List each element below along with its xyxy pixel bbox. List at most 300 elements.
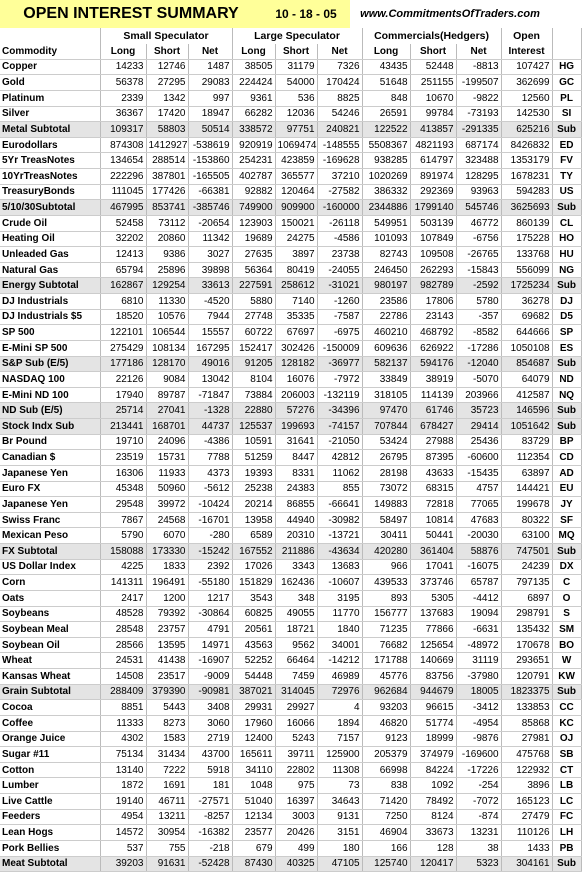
contract-code: NQ [552, 387, 581, 403]
cell-value: 120417 [410, 856, 456, 872]
cell-value: 975 [275, 778, 317, 794]
cell-value: -132119 [317, 387, 362, 403]
cell-value: 156777 [362, 606, 410, 622]
contract-code: AD [552, 465, 581, 481]
cell-value: 125537 [232, 419, 275, 435]
cell-value: 109317 [100, 122, 146, 138]
cell-value: 177186 [100, 356, 146, 372]
commodity-name: Crude Oil [0, 215, 100, 231]
cell-value: 18999 [410, 731, 456, 747]
col-large-long: Long [232, 44, 275, 59]
cell-value: 53424 [362, 434, 410, 450]
cell-value: 25896 [146, 262, 188, 278]
contract-code: CC [552, 700, 581, 716]
cell-value: 891974 [410, 169, 456, 185]
cell-value: 9084 [146, 372, 188, 388]
cell-value: 78492 [410, 794, 456, 810]
cell-value: 66282 [232, 106, 275, 122]
table-row [0, 75, 581, 91]
cell-value: 135432 [501, 622, 552, 638]
cell-value: 11330 [146, 294, 188, 310]
cell-value: 93963 [456, 184, 501, 200]
cell-value: 386332 [362, 184, 410, 200]
cell-value: 11333 [100, 715, 146, 731]
commodity-name: Live Cattle [0, 794, 100, 810]
cell-value: -4386 [188, 434, 232, 450]
cell-value: 109508 [410, 247, 456, 263]
cell-value: 224424 [232, 75, 275, 91]
cell-value: 51774 [410, 715, 456, 731]
col-comm-short: Short [410, 44, 456, 59]
cell-value: 1725234 [501, 278, 552, 294]
group-commercials: Commercials(Hedgers) [362, 28, 501, 44]
cell-value: 1894 [317, 715, 362, 731]
cell-value: 1691 [146, 778, 188, 794]
cell-value: 5323 [456, 856, 501, 872]
cell-value: 45776 [362, 669, 410, 685]
cell-value: 84224 [410, 762, 456, 778]
cell-value: 1823375 [501, 684, 552, 700]
cell-value: 251155 [410, 75, 456, 91]
subtotal-row [0, 403, 581, 419]
table-row [0, 309, 581, 325]
cell-value: 17041 [410, 559, 456, 575]
cell-value: 20426 [275, 825, 317, 841]
cell-value: -4586 [317, 231, 362, 247]
cell-value: 5918 [188, 762, 232, 778]
cell-value: 158088 [100, 544, 146, 560]
contract-code: US [552, 184, 581, 200]
col-commodity: Commodity [0, 44, 100, 59]
commodity-name: DJ Industrials [0, 294, 100, 310]
cell-value: 38 [456, 840, 501, 856]
cell-value: -17226 [456, 762, 501, 778]
cell-value: 162867 [100, 278, 146, 294]
website-link[interactable]: www.CommitmentsOfTraders.com [360, 8, 540, 20]
table-row [0, 372, 581, 388]
cell-value: 144421 [501, 481, 552, 497]
cell-value: -90981 [188, 684, 232, 700]
cell-value: 18721 [275, 622, 317, 638]
cell-value: 33613 [188, 278, 232, 294]
table-row [0, 715, 581, 731]
cell-value: 50960 [146, 481, 188, 497]
commodity-name: 5Yr TreasNotes [0, 153, 100, 169]
cell-value: 499 [275, 840, 317, 856]
cell-value: 31179 [275, 59, 317, 75]
cell-value: 5508367 [362, 137, 410, 153]
cell-value: 11062 [317, 465, 362, 481]
cell-value: 1433 [501, 840, 552, 856]
cell-value: -74157 [317, 419, 362, 435]
cell-value: 387021 [232, 684, 275, 700]
cell-value: 749900 [232, 200, 275, 216]
cell-value: 275429 [100, 340, 146, 356]
cell-value: 58876 [456, 544, 501, 560]
cell-value: 13683 [317, 559, 362, 575]
cell-value: 35723 [456, 403, 501, 419]
cell-value: 982789 [410, 278, 456, 294]
cell-value: 60825 [232, 606, 275, 622]
commodity-name: Cotton [0, 762, 100, 778]
cell-value: 199693 [275, 419, 317, 435]
cell-value: 51040 [232, 794, 275, 810]
commodity-name: DJ Industrials $5 [0, 309, 100, 325]
cell-value: -71847 [188, 387, 232, 403]
contract-code: CD [552, 450, 581, 466]
cell-value: 365577 [275, 169, 317, 185]
cell-value: 107849 [410, 231, 456, 247]
cell-value: 97751 [275, 122, 317, 138]
cell-value: 151829 [232, 575, 275, 591]
cell-value: -16701 [188, 512, 232, 528]
cell-value: -66641 [317, 497, 362, 513]
contract-code: CT [552, 762, 581, 778]
cell-value: 101093 [362, 231, 410, 247]
cell-value: 24568 [146, 512, 188, 528]
cell-value: 254231 [232, 153, 275, 169]
cell-value: 1048 [232, 778, 275, 794]
open-interest-table [0, 28, 582, 872]
cell-value: 10576 [146, 309, 188, 325]
contract-code: FC [552, 809, 581, 825]
cell-value: -1260 [317, 294, 362, 310]
cell-value: 128295 [456, 169, 501, 185]
cell-value: 8447 [275, 450, 317, 466]
table-row [0, 184, 581, 200]
cell-value: 2344886 [362, 200, 410, 216]
cell-value: -385746 [188, 200, 232, 216]
cell-value: 58803 [146, 122, 188, 138]
cell-value: 30411 [362, 528, 410, 544]
table-row [0, 169, 581, 185]
cell-value: 556099 [501, 262, 552, 278]
cell-value: -10424 [188, 497, 232, 513]
commodity-name: Soybean Oil [0, 637, 100, 653]
cell-value: -2592 [456, 278, 501, 294]
page-title: OPEN INTEREST SUMMARY [0, 0, 262, 28]
cell-value: 5790 [100, 528, 146, 544]
cell-value: -37980 [456, 669, 501, 685]
cell-value: 31434 [146, 747, 188, 763]
cell-value: 40325 [275, 856, 317, 872]
contract-code: SI [552, 106, 581, 122]
group-large-speculator: Large Speculator [232, 28, 362, 44]
cell-value: -20030 [456, 528, 501, 544]
cell-value: -150009 [317, 340, 362, 356]
contract-code: Sub [552, 544, 581, 560]
cell-value: 625216 [501, 122, 552, 138]
cell-value: 72976 [317, 684, 362, 700]
cell-value: -10607 [317, 575, 362, 591]
cell-value: 125740 [362, 856, 410, 872]
cell-value: 19393 [232, 465, 275, 481]
cell-value: -8257 [188, 809, 232, 825]
table-row [0, 778, 581, 794]
cell-value: 9131 [317, 809, 362, 825]
cell-value: 63100 [501, 528, 552, 544]
commodity-name: E-Mini ND 100 [0, 387, 100, 403]
cell-value: 15731 [146, 450, 188, 466]
cell-value: 439533 [362, 575, 410, 591]
contract-code: PL [552, 90, 581, 106]
cell-value: 27981 [501, 731, 552, 747]
cell-value: -31021 [317, 278, 362, 294]
cell-value: -1328 [188, 403, 232, 419]
cell-value: 168701 [146, 419, 188, 435]
cell-value: 140669 [410, 653, 456, 669]
contract-code: HO [552, 231, 581, 247]
cell-value: 980197 [362, 278, 410, 294]
cell-value: 52252 [232, 653, 275, 669]
cell-value: -66381 [188, 184, 232, 200]
cell-value: 11933 [146, 465, 188, 481]
cell-value: 27988 [410, 434, 456, 450]
commodity-name: Oats [0, 590, 100, 606]
commodity-name: Platinum [0, 90, 100, 106]
cell-value: 893 [362, 590, 410, 606]
cell-value: 57276 [275, 403, 317, 419]
cell-value: 122522 [362, 122, 410, 138]
cell-value: -153860 [188, 153, 232, 169]
cell-value: 4791 [188, 622, 232, 638]
cell-value: -169628 [317, 153, 362, 169]
col-code [552, 44, 581, 59]
table-row [0, 590, 581, 606]
cell-value: 413857 [410, 122, 456, 138]
cell-value: 27041 [146, 403, 188, 419]
cell-value: 43563 [232, 637, 275, 653]
contract-code: LH [552, 825, 581, 841]
table-row [0, 247, 581, 263]
cell-value: 23143 [410, 309, 456, 325]
cell-value: 134654 [100, 153, 146, 169]
column-header-row [0, 44, 581, 59]
cell-value: 32202 [100, 231, 146, 247]
cell-value: 48528 [100, 606, 146, 622]
commodity-name: Unleaded Gas [0, 247, 100, 263]
cell-value: 4821193 [410, 137, 456, 153]
cell-value: 854687 [501, 356, 552, 372]
cell-value: 609636 [362, 340, 410, 356]
cell-value: 39898 [188, 262, 232, 278]
cell-value: 146596 [501, 403, 552, 419]
cell-value: 594283 [501, 184, 552, 200]
cell-value: 1799140 [410, 200, 456, 216]
table-row [0, 669, 581, 685]
cell-value: 33849 [362, 372, 410, 388]
cell-value: 122932 [501, 762, 552, 778]
cell-value: 874308 [100, 137, 146, 153]
cell-value: 1840 [317, 622, 362, 638]
cell-value: 15557 [188, 325, 232, 341]
cell-value: -8582 [456, 325, 501, 341]
cell-value: 9386 [146, 247, 188, 263]
cell-value: 5443 [146, 700, 188, 716]
cell-value: 35335 [275, 309, 317, 325]
cell-value: 1583 [146, 731, 188, 747]
cell-value: 23577 [232, 825, 275, 841]
cell-value: 22802 [275, 762, 317, 778]
cell-value: 16306 [100, 465, 146, 481]
cell-value: 166 [362, 840, 410, 856]
cell-value: 91205 [232, 356, 275, 372]
table-row [0, 637, 581, 653]
cell-value: 13231 [456, 825, 501, 841]
table-row [0, 137, 581, 153]
table-row [0, 575, 581, 591]
cell-value: 16066 [275, 715, 317, 731]
table-row [0, 340, 581, 356]
cell-value: 14508 [100, 669, 146, 685]
cell-value: 39203 [100, 856, 146, 872]
cell-value: -291335 [456, 122, 501, 138]
cell-value: 848 [362, 90, 410, 106]
cell-value: 36278 [501, 294, 552, 310]
col-small-short: Short [146, 44, 188, 59]
cell-value: 13042 [188, 372, 232, 388]
cell-value: 50441 [410, 528, 456, 544]
cell-value: 22880 [232, 403, 275, 419]
commodity-name: 5/10/30Subtotal [0, 200, 100, 216]
cell-value: 8851 [100, 700, 146, 716]
commodity-name: Metal Subtotal [0, 122, 100, 138]
cell-value: 19094 [456, 606, 501, 622]
cell-value: 173330 [146, 544, 188, 560]
cell-value: 76682 [362, 637, 410, 653]
cell-value: 302426 [275, 340, 317, 356]
cell-value: 23586 [362, 294, 410, 310]
commodity-name: Eurodollars [0, 137, 100, 153]
cell-value: 7326 [317, 59, 362, 75]
contract-code: KW [552, 669, 581, 685]
cell-value: 12746 [146, 59, 188, 75]
cell-value: 33673 [410, 825, 456, 841]
cell-value: 292369 [410, 184, 456, 200]
cell-value: 83756 [410, 669, 456, 685]
cell-value: 348 [275, 590, 317, 606]
cell-value: 4302 [100, 731, 146, 747]
cell-value: 26795 [362, 450, 410, 466]
cell-value: -30864 [188, 606, 232, 622]
cell-value: 423859 [275, 153, 317, 169]
commodity-name: Coffee [0, 715, 100, 731]
commodity-name: Silver [0, 106, 100, 122]
cell-value: 1217 [188, 590, 232, 606]
contract-code: OJ [552, 731, 581, 747]
cell-value: 91631 [146, 856, 188, 872]
cell-value: 29931 [232, 700, 275, 716]
cell-value: 73112 [146, 215, 188, 231]
cell-value: 644666 [501, 325, 552, 341]
cell-value: 23517 [146, 669, 188, 685]
cell-value: -4412 [456, 590, 501, 606]
cell-value: 4373 [188, 465, 232, 481]
cell-value: 467995 [100, 200, 146, 216]
cell-value: 12560 [501, 90, 552, 106]
cell-value: 34001 [317, 637, 362, 653]
cell-value: 133768 [501, 247, 552, 263]
cell-value: 30954 [146, 825, 188, 841]
table-row [0, 497, 581, 513]
cell-value: -13721 [317, 528, 362, 544]
table-row [0, 700, 581, 716]
commodity-name: Natural Gas [0, 262, 100, 278]
cell-value: 20561 [232, 622, 275, 638]
cell-value: 34110 [232, 762, 275, 778]
commodity-name: Lumber [0, 778, 100, 794]
cell-value: -254 [456, 778, 501, 794]
cell-value: 165123 [501, 794, 552, 810]
cell-value: 165611 [232, 747, 275, 763]
cell-value: 3408 [188, 700, 232, 716]
cell-value: 149883 [362, 497, 410, 513]
cell-value: 1833 [146, 559, 188, 575]
cell-value: 1050108 [501, 340, 552, 356]
cell-value: -73193 [456, 106, 501, 122]
cell-value: -60600 [456, 450, 501, 466]
cell-value: 24275 [275, 231, 317, 247]
cell-value: 7867 [100, 512, 146, 528]
cell-value: 19140 [100, 794, 146, 810]
cell-value: 16076 [275, 372, 317, 388]
contract-code: SM [552, 622, 581, 638]
contract-code: S [552, 606, 581, 622]
cell-value: 46772 [456, 215, 501, 231]
commodity-name: Kansas Wheat [0, 669, 100, 685]
cell-value: -27571 [188, 794, 232, 810]
cell-value: 128 [410, 840, 456, 856]
cell-value: 152417 [232, 340, 275, 356]
cell-value: 12036 [275, 106, 317, 122]
cell-value: 170678 [501, 637, 552, 653]
cell-value: 19689 [232, 231, 275, 247]
cell-value: 199678 [501, 497, 552, 513]
contract-code: JY [552, 497, 581, 513]
cell-value: 77065 [456, 497, 501, 513]
cell-value: 75134 [100, 747, 146, 763]
cell-value: 205379 [362, 747, 410, 763]
col-small-long: Long [100, 44, 146, 59]
cell-value: 5243 [275, 731, 317, 747]
cell-value: 338572 [232, 122, 275, 138]
subtotal-row [0, 356, 581, 372]
group-open: Open [501, 28, 552, 44]
contract-code: NG [552, 262, 581, 278]
cell-value: 41438 [146, 653, 188, 669]
cell-value: -21050 [317, 434, 362, 450]
cell-value: 24239 [501, 559, 552, 575]
contract-code: SB [552, 747, 581, 763]
cell-value: 44940 [275, 512, 317, 528]
cell-value: 79392 [146, 606, 188, 622]
cell-value: 1069474 [275, 137, 317, 153]
cell-value: 1678231 [501, 169, 552, 185]
cell-value: 128182 [275, 356, 317, 372]
subtotal-row [0, 856, 581, 872]
cell-value: -24055 [317, 262, 362, 278]
cell-value: -26765 [456, 247, 501, 263]
cell-value: -9876 [456, 731, 501, 747]
cell-value: 4757 [456, 481, 501, 497]
subtotal-row [0, 419, 581, 435]
cell-value: 52458 [100, 215, 146, 231]
table-row [0, 794, 581, 810]
cell-value: 5880 [232, 294, 275, 310]
cell-value: 1342 [146, 90, 188, 106]
cell-value: 755 [146, 840, 188, 856]
cell-value: -874 [456, 809, 501, 825]
